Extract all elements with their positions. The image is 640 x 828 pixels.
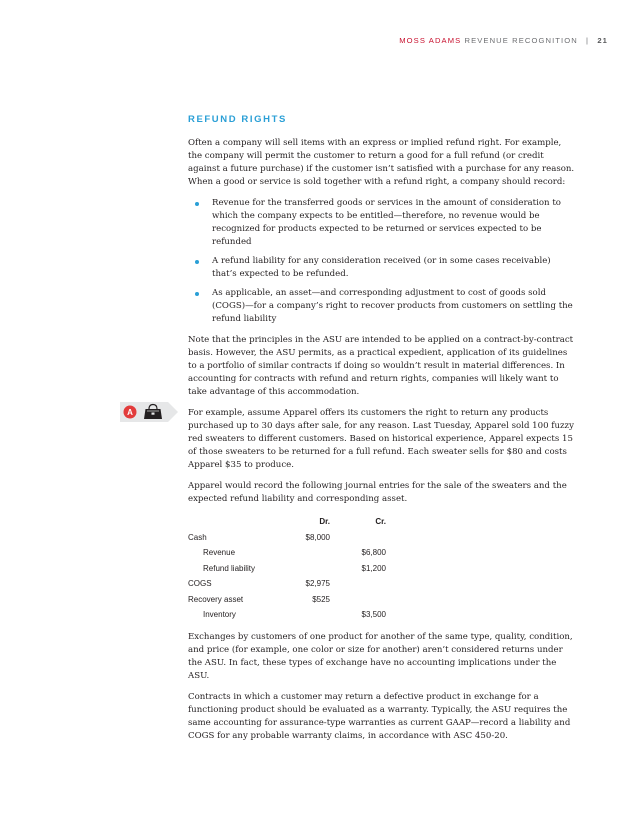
bullet-list xyxy=(188,197,578,326)
debit-amount xyxy=(298,545,330,561)
account-name: Revenue xyxy=(203,548,236,557)
running-header xyxy=(399,36,608,45)
journal-row xyxy=(188,545,386,561)
brand-name: MOSS ADAMS xyxy=(399,36,462,45)
debit-amount xyxy=(298,561,330,577)
account-name: Refund liability xyxy=(203,563,256,573)
account-name: COGS xyxy=(188,579,212,588)
credit-amount xyxy=(330,592,386,608)
credit-column-header: Cr. xyxy=(375,517,386,526)
journal-row xyxy=(188,607,386,623)
debit-column-header: Dr. xyxy=(319,517,330,526)
journal-row xyxy=(188,592,386,608)
bullet-item xyxy=(188,197,578,249)
bullet-text: Revenue for the transferred goods or services in the amount of consideration to which the company expects to be entitled—therefore, no revenue would be recognized for products expected to be returned or services expected to be refunded xyxy=(212,198,561,247)
exchanges-paragraph: Exchanges by customers of one product for another of the same type, quality, condition, and price (for example, one color or size for another) aren’t considered returns under the ASU. In fact, these types of exchange have no accounting implications under the ASU. xyxy=(188,631,573,681)
bullet-dot xyxy=(195,292,199,296)
example-marker xyxy=(120,402,178,422)
note-paragraph: Note that the principles in the ASU are intended to be applied on a contract-by-contract basis. However, the ASU permits, as a practical expedient, application of its guidelines to a portfolio of similar contracts if doing so wouldn’t result in material differences. In accounting for contracts with refund and return rights, companies will likely want to take advantage of this accommodation. xyxy=(188,335,574,397)
credit-amount xyxy=(330,576,386,592)
section-title: REFUND RIGHTS xyxy=(188,114,287,125)
header-separator: | xyxy=(586,36,590,45)
credit-amount xyxy=(330,530,386,546)
account-name: Recovery asset xyxy=(188,594,244,604)
example-marker-graphic xyxy=(120,402,178,422)
journal-row xyxy=(188,530,386,546)
example-block xyxy=(127,407,578,472)
example-paragraph: For example, assume Apparel offers its customers the right to return any products purchased up to 30 days after sale, for any reason. Last Tuesday, Apparel sold 100 fuzzy red sweaters to different customers. Based on historical experience, Apparel expects 15 of those sweaters to be returned for a full refund. Each sweater sells for $80 and costs Apparel $35 to produce. xyxy=(188,408,574,470)
debit-amount: $8,000 xyxy=(305,532,330,542)
account-column-header xyxy=(188,514,298,530)
warranty-paragraph: Contracts in which a customer may return a defective product in exchange for a functioning product should be evaluated as a warranty. Typically, the ASU requires the same accounting for assurance-type warranties as current GAAP—record a liability and COGS for any probable warranty claims, in accordance with ASC 450-20. xyxy=(188,691,571,741)
credit-amount: $6,800 xyxy=(361,548,386,557)
journal-row xyxy=(188,561,386,577)
bullet-text: A refund liability for any consideration received (or in some cases receivable) that’s expected to be refunded. xyxy=(212,256,551,279)
bullet-dot xyxy=(195,260,199,264)
journal-entry-table xyxy=(188,514,386,623)
journal-row xyxy=(188,576,386,592)
account-name: Inventory xyxy=(203,610,236,619)
bullet-item xyxy=(188,287,578,326)
debit-amount: $525 xyxy=(312,594,330,604)
debit-amount xyxy=(298,607,330,623)
account-name: Cash xyxy=(188,532,207,542)
journal-header-row xyxy=(188,514,386,530)
bullet-text: As applicable, an asset—and corresponding adjustment to cost of goods sold (COGS)—for a company’s right to recover products from customers on settling the refund liability xyxy=(212,288,573,324)
journal-intro: Apparel would record the following journal entries for the sale of the sweaters and the expected refund liability and corresponding asset. xyxy=(188,481,567,504)
bullet-item xyxy=(188,255,578,281)
document-title: REVENUE RECOGNITION xyxy=(464,36,578,45)
example-badge-letter: A xyxy=(127,408,133,417)
page-content xyxy=(127,114,578,751)
bullet-dot xyxy=(195,202,199,206)
page-number: 21 xyxy=(597,36,608,45)
credit-amount: $3,500 xyxy=(361,610,386,619)
intro-paragraph: Often a company will sell items with an express or implied refund right. For example, the company will permit the customer to return a good for a full refund (or credit against a future purchase) if the customer isn’t satisfied with a purchase for any reason. When a good or service is sold together with a refund right, a company should record: xyxy=(188,138,575,187)
credit-amount: $1,200 xyxy=(361,563,386,573)
debit-amount: $2,975 xyxy=(305,579,330,588)
